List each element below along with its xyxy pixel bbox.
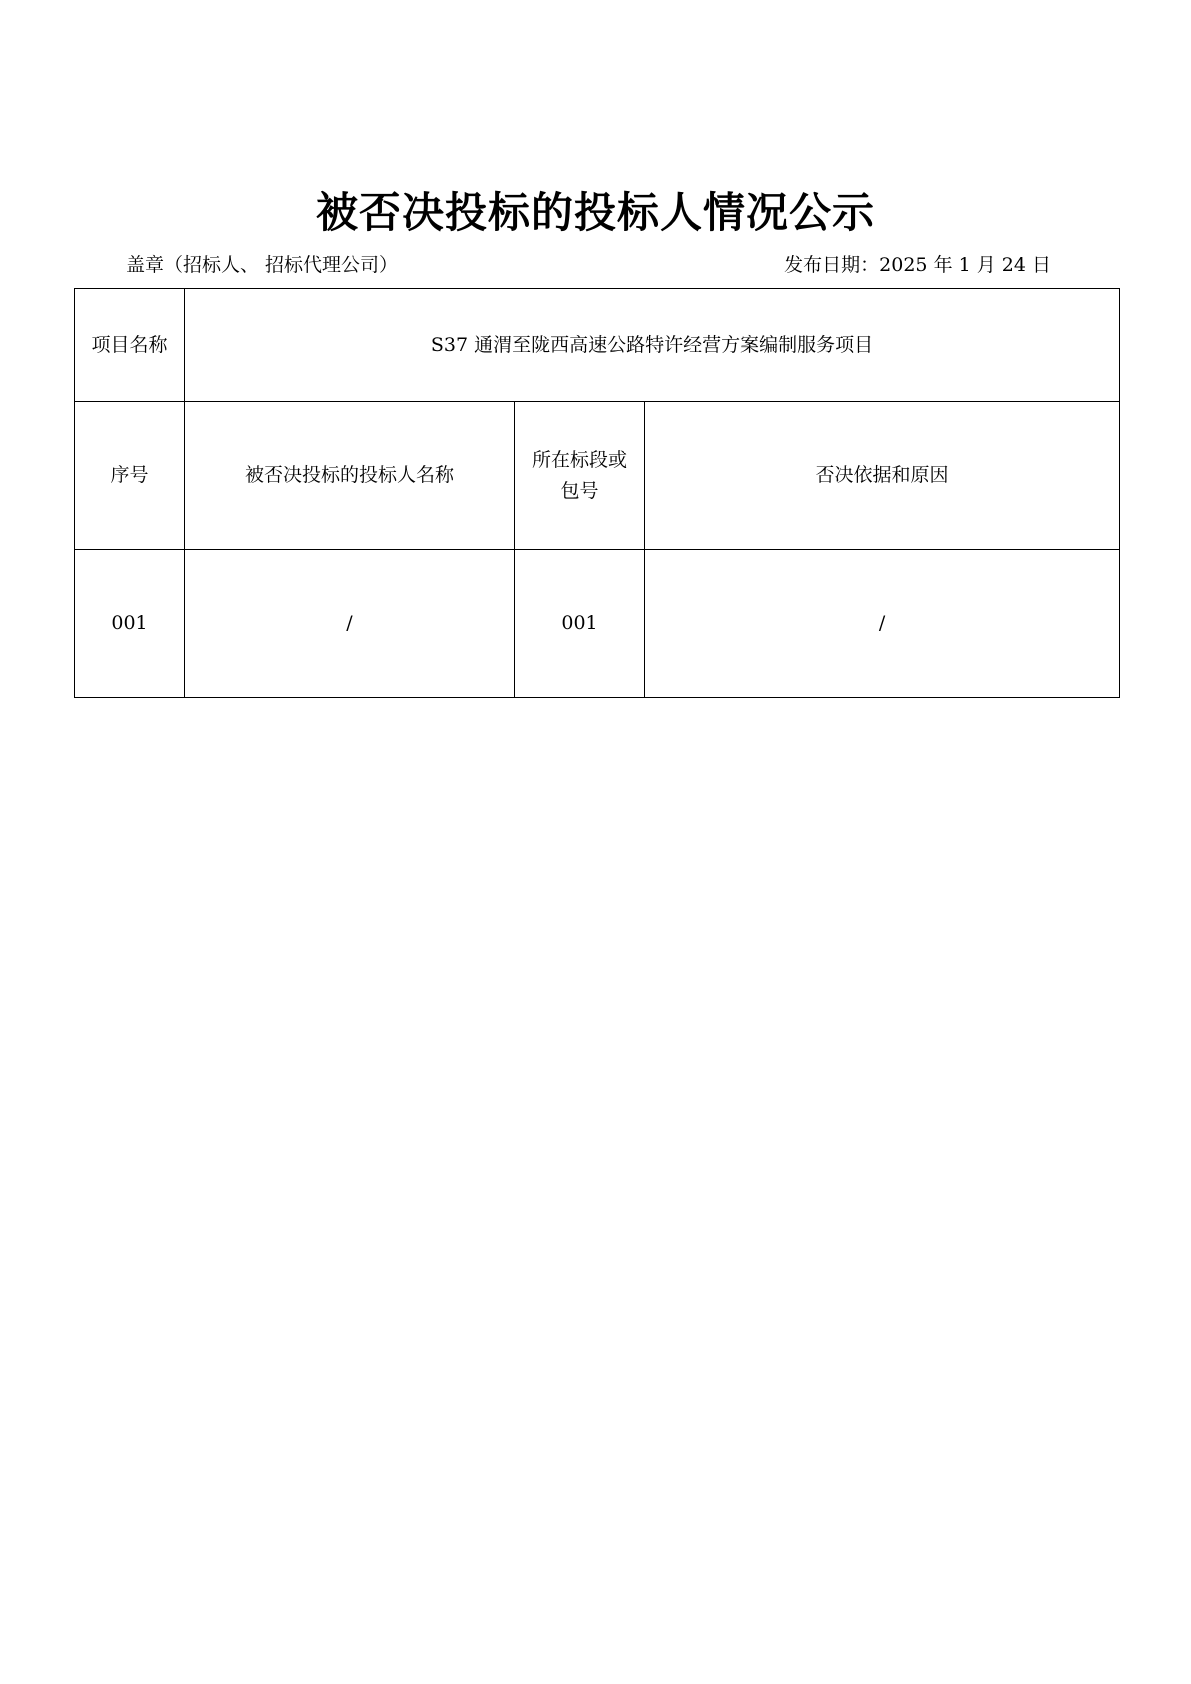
project-name: S37 通渭至陇西高速公路特许经营方案编制服务项目 [185,289,1120,402]
header-seq: 序号 [75,402,185,550]
document-title: 被否决投标的投标人情况公示 [315,188,875,237]
cell-bidder-name: / [185,550,515,698]
header-bidder-name: 被否决投标的投标人名称 [185,402,515,550]
header-row [75,402,1120,550]
publish-date: 发布日期：2025 年 1 月 24 日 [784,254,1051,276]
project-label: 项目名称 [75,289,185,402]
cell-seq: 001 [75,550,185,698]
rejected-bidders-table [74,288,1120,698]
header-section-line2: 包号 [560,479,599,502]
header-reason: 否决依据和原因 [645,402,1120,550]
stamp-label: 盖章（招标人、 招标代理公司） [126,254,399,276]
cell-section: 001 [515,550,645,698]
header-section-line1: 所在标段或 [531,448,627,471]
table-row [75,550,1120,698]
cell-reason: / [645,550,1120,698]
header-section [515,402,645,550]
project-row [75,289,1120,402]
